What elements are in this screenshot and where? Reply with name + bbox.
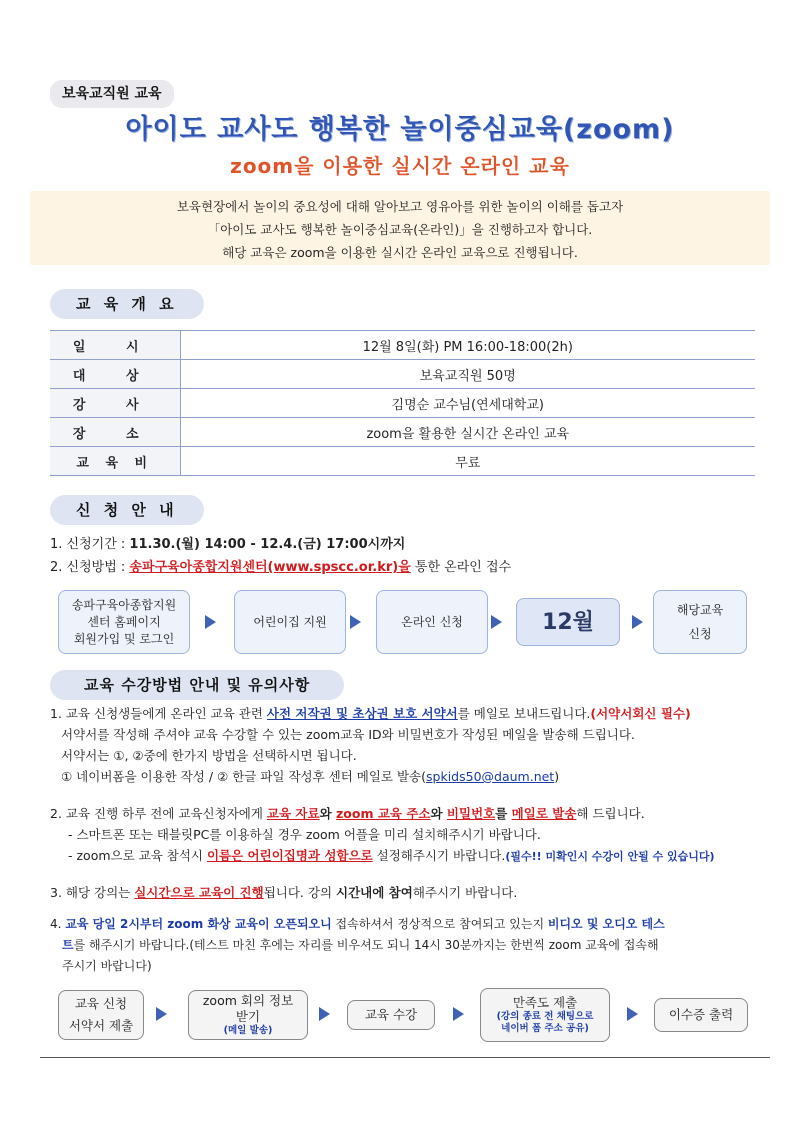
intro-box	[30, 191, 770, 265]
table-row	[50, 447, 755, 476]
text-span: 메일로 발송	[511, 806, 577, 821]
text-span: 접속하셔서 정상적으로 참여되고 있는지	[331, 917, 548, 931]
flow2-step-survey	[480, 988, 610, 1042]
period-value: 11.30.(월) 14:00 - 12.4.(금) 17:00시까지	[129, 537, 406, 552]
flow-step-text: 서약서 제출	[68, 1018, 134, 1033]
guide-item-3	[50, 882, 765, 903]
method-suffix: 통한 온라인 접수	[410, 560, 512, 575]
text-span: 3. 해당 강의는	[50, 885, 135, 900]
flow-step-note: (메일 발송)	[223, 1025, 273, 1036]
arrow-right-icon	[632, 615, 643, 629]
flow-step-text: 송파구육아종합지원	[71, 597, 177, 612]
text-span: 실시간으로 교육이 진행	[134, 885, 264, 900]
method-label: 2. 신청방법 :	[50, 560, 130, 575]
text-span: 4.	[50, 917, 66, 931]
apply-heading: 신 청 안 내	[50, 495, 204, 525]
pledge-form-text: 사전 저작권 및 초상권 보호 서약서	[266, 706, 458, 721]
guide-item-4	[50, 914, 765, 977]
guide-line	[50, 803, 765, 824]
guide-line: 서약서는 ①, ②중에 한가지 방법을 선택하시면 됩니다.	[61, 748, 357, 763]
table-row	[50, 389, 755, 418]
text-span: 해 드립니다.	[576, 806, 645, 821]
table-row	[50, 418, 755, 447]
arrow-right-icon	[627, 1007, 638, 1021]
flow-step-signup	[58, 590, 190, 654]
intro-line: 해당 교육은 zoom을 이용한 실시간 온라인 교육으로 진행됩니다.	[222, 245, 578, 260]
center-website-link[interactable]: 송파구육아종합지원센터(www.spscc.or.kr)을	[129, 560, 411, 575]
flow-step-text: 이수증 출력	[668, 1007, 734, 1022]
flow-step-text: 교육 신청	[74, 996, 128, 1011]
text-span: 설정해주시기 바랍니다.	[372, 848, 506, 863]
row-value: zoom을 활용한 실시간 온라인 교육	[180, 418, 755, 447]
page-subtitle: zoom을 이용한 실시간 온라인 교육	[230, 154, 570, 178]
row-key: 교 육 비	[50, 447, 180, 476]
guide-line	[50, 845, 765, 867]
period-label: 1. 신청기간 :	[50, 537, 130, 552]
flow-step-text: 교육 수강	[364, 1007, 418, 1022]
arrow-right-icon	[350, 615, 361, 629]
text-span: 트	[62, 938, 74, 952]
arrow-right-icon	[156, 1007, 167, 1021]
arrow-right-icon	[491, 615, 502, 629]
flow-step-daycare	[234, 590, 346, 654]
bottom-divider	[40, 1057, 770, 1058]
text-span: 이름은 어린이집명과 성함으로	[206, 848, 373, 863]
email-link[interactable]: spkids50@daum.net	[426, 769, 555, 784]
text-span: 와	[430, 806, 447, 821]
overview-table	[50, 330, 755, 476]
row-value: 김명순 교수님(연세대학교)	[180, 389, 755, 418]
flow-step-course-apply	[653, 590, 747, 654]
guide-line: 주시기 바랍니다)	[62, 959, 152, 973]
row-key: 강 사	[50, 389, 180, 418]
flow-step-note: 네이버 폼 주소 공유)	[501, 1023, 589, 1034]
required-note: (서약서회신 필수)	[590, 706, 691, 721]
row-value: 12월 8일(화) PM 16:00-18:00(2h)	[180, 331, 755, 360]
guide-heading: 교육 수강방법 안내 및 유의사항	[50, 670, 344, 700]
row-value: 보육교직원 50명	[180, 360, 755, 389]
flow-step-text: 센터 홈페이지	[87, 614, 161, 629]
text-span: 교육 당일 2시부터 zoom 화상 교육이 오픈되오니	[65, 917, 332, 931]
text-span: 와	[319, 806, 336, 821]
flow-step-text: 12월	[542, 609, 594, 635]
category-tag: 보육교직원 교육	[50, 80, 174, 108]
text-span: 1. 교육 신청생들에게 온라인 교육 관련	[50, 706, 267, 721]
text-span: 비밀번호	[446, 806, 496, 821]
flow-step-text: 만족도 제출	[512, 995, 578, 1010]
text-span: 2. 교육 진행 하루 전에 교육신청자에게	[50, 806, 267, 821]
arrow-right-icon	[319, 1007, 330, 1021]
page-title: 아이도 교사도 행복한 놀이중심교육(zoom)	[125, 114, 675, 145]
flow-step-text: 신청	[688, 627, 712, 641]
apply-period	[50, 533, 405, 552]
row-key: 대 상	[50, 360, 180, 389]
guide-line	[50, 766, 765, 787]
text-span: 됩니다. 강의	[263, 885, 336, 900]
flow-step-text: 회원가입 및 로그인	[73, 631, 175, 646]
text-span: ① 네이버폼을 이용한 작성 / ② 한글 파일 작성후 센터 메일로 발송(	[61, 769, 427, 784]
flow-step-text: 어린이집 지원	[253, 614, 327, 629]
arrow-right-icon	[205, 615, 216, 629]
text-span: 를 메일로 보내드립니다.	[457, 706, 591, 721]
flow-step-text: 받기	[235, 1009, 261, 1024]
row-key: 장 소	[50, 418, 180, 447]
text-span: 를 해주시기 바랍니다.(테스트 마친 후에는 자리를 비우셔도 되니 14시 30분까지는 한번씩 zoom 교육에 접속해	[73, 938, 659, 952]
guide-line	[50, 882, 765, 903]
text-span: 비디오 및 오디오 테스	[547, 917, 665, 931]
text-span: 교육 자료	[266, 806, 320, 821]
flow2-step-attend	[347, 1000, 435, 1030]
text-span: zoom 교육 주소	[336, 806, 431, 821]
flow2-step-zoom-info	[188, 990, 308, 1040]
text-span: 해주시기 바랍니다.	[412, 885, 518, 900]
text-span: 를	[495, 806, 512, 821]
flow-step-text: 해당교육	[676, 603, 724, 617]
arrow-right-icon	[453, 1007, 464, 1021]
text-span: - zoom으로 교육 참석시	[68, 848, 207, 863]
flow2-step-certificate	[654, 998, 748, 1032]
flow-step-month	[516, 598, 620, 646]
row-key: 일 시	[50, 331, 180, 360]
text-span: (필수!! 미확인시 수강이 안될 수 있습니다)	[505, 850, 715, 863]
flow-step-text: 온라인 신청	[401, 614, 463, 629]
guide-item-2	[50, 803, 765, 867]
flow-step-online-apply	[376, 590, 488, 654]
table-row	[50, 360, 755, 389]
apply-method	[50, 556, 511, 575]
overview-heading: 교 육 개 요	[50, 289, 204, 319]
intro-line: 「아이도 교사도 행복한 놀이중심교육(온라인)」을 진행하고자 합니다.	[207, 222, 593, 237]
row-value: 무료	[180, 447, 755, 476]
text-span: )	[554, 769, 560, 784]
table-row	[50, 331, 755, 360]
flow-step-note: (강의 종료 전 채팅으로	[496, 1011, 594, 1022]
text-span: 시간내에 참여	[336, 885, 413, 900]
guide-line: - 스마트폰 또는 태블릿PC를 이용하실 경우 zoom 어플을 미리 설치해주시기 바랍니다.	[68, 827, 541, 842]
guide-line	[50, 703, 765, 724]
guide-line	[50, 935, 765, 956]
intro-line: 보육현장에서 놀이의 중요성에 대해 알아보고 영유아를 위한 놀이의 이해를 돕고자	[176, 199, 624, 214]
flow2-step-pledge	[58, 990, 144, 1040]
guide-line: 서약서를 작성해 주셔야 교육 수강할 수 있는 zoom교육 ID와 비밀번호가 작성된 메일을 발송해 드립니다.	[61, 727, 635, 742]
guide-item-1	[50, 703, 765, 787]
guide-line	[50, 914, 765, 935]
flow-step-text: zoom 회의 정보	[202, 993, 294, 1008]
